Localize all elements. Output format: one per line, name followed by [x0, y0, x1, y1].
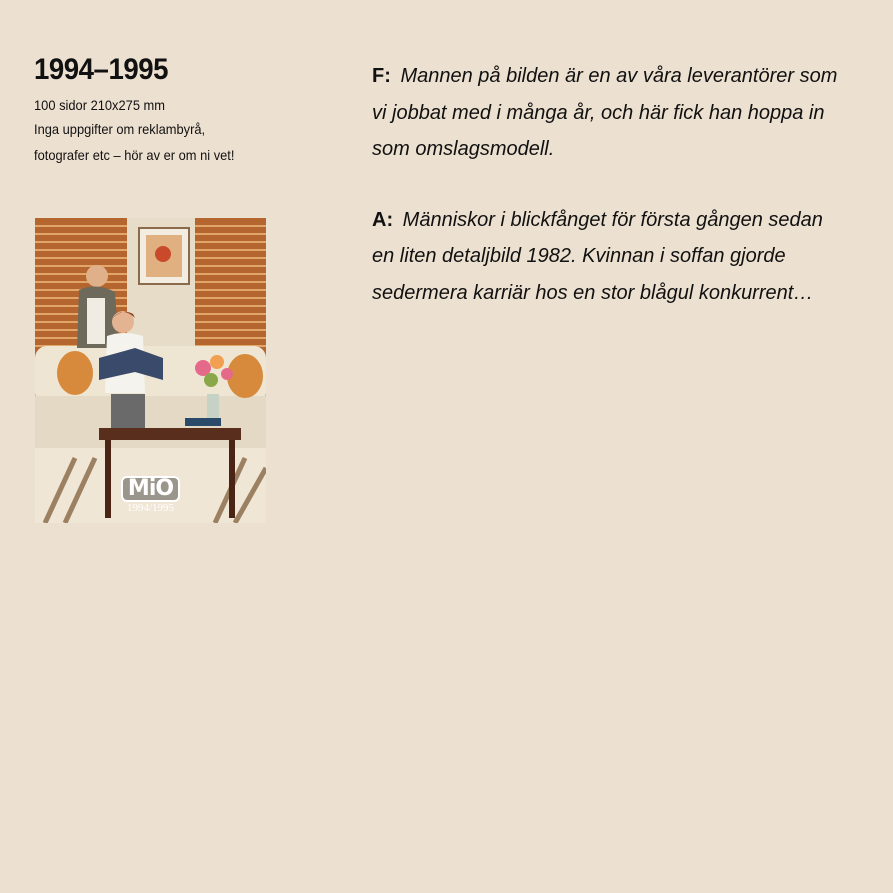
quote-a [372, 202, 842, 312]
catalog-specs: 100 sidor 210x275 mm [34, 97, 166, 113]
catalog-info [34, 52, 274, 168]
cover-logo [35, 476, 266, 502]
quote-f [372, 58, 842, 168]
cover-logo-text: MiO [121, 476, 180, 502]
cover-year: 1994/1995 [126, 502, 175, 514]
catalog-cover-image [35, 218, 266, 523]
credits-note: Inga uppgifter om reklambyrå, fotografer etc – hör av er om ni vet! [34, 121, 235, 163]
quote-text: Människor i blickfånget för första gången sedan en liten detaljbild 1982. Kvinnan i soffan gjorde sedermera karriär hos en stor blågul konkurrent… [372, 208, 823, 304]
page-title: 1994–1995 [34, 53, 169, 86]
quote-speaker: A: [372, 208, 394, 231]
quote-speaker: F: [372, 65, 391, 87]
quotes-section [372, 58, 842, 345]
quote-text: Mannen på bilden är en av våra leverantörer som vi jobbat med i många år, och här fick han hoppa in som omslagsmodell. [372, 65, 838, 160]
